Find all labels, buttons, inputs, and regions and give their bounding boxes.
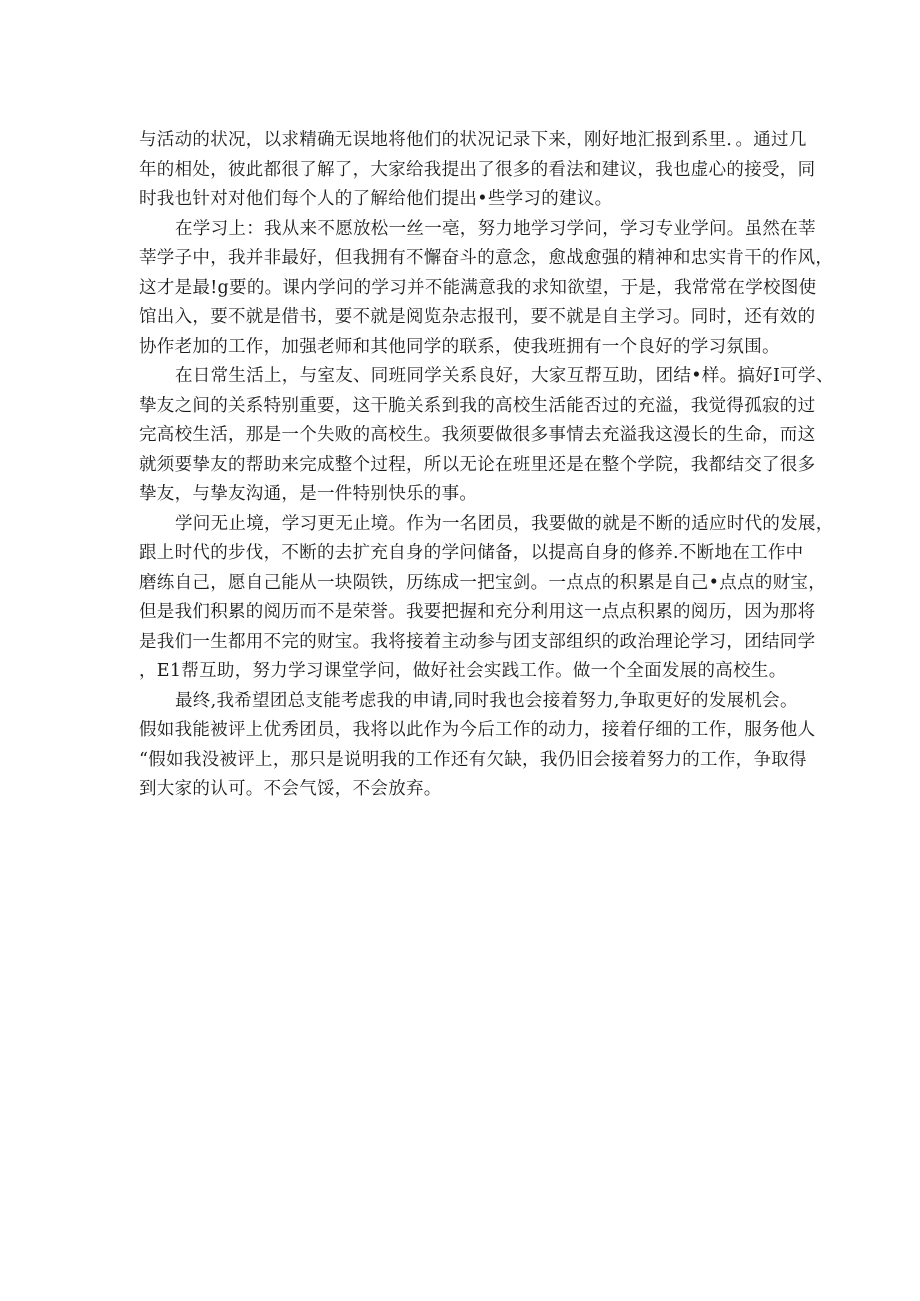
text-line: 在学习上：我从来不愿放松一丝一亳，努力地学习学问，学习专业学问。虽然在莘: [175, 218, 816, 239]
text-line: 在日常生活上，与室友、同班同学关系良好，大家互帮互助，团结•样。搞好I可学、: [175, 366, 834, 386]
text-line: 年的相处，彼此都很了解了，大家给我提出了很多的看法和建议，我也虚心的接受，同: [139, 159, 816, 180]
text-line: 学问无止境，学习更无止境。作为一名团员，我要做的就是不断的适应时代的发展，: [175, 513, 834, 534]
text-line: 挚友，与挚友沟通，是一件特别快乐的事。: [139, 484, 478, 504]
text-line: 假如我能被评上优秀团员，我将以此作为今后工作的动力，接着仔细的工作，服务他人: [139, 720, 816, 740]
text-line: 但是我们积累的阅历而不是荣誉。我要把握和充分利用这一点点积累的阅历，因为那将: [139, 602, 816, 622]
text-line: 这才是最!g要的。课内学问的学习并不能满意我的求知欲望，于是，我常常在学校图使: [139, 277, 817, 298]
text-line: 到大家的认可。不会气馁，不会放弃。: [139, 779, 442, 799]
text-line: 与活动的状况，以求精确无误地将他们的状况记录下来，刚好地汇报到系里．。通过几: [139, 130, 807, 150]
text-line: ，E1帮互助，努力学习课堂学问，做好社会实践工作。做一个全面发展的高校生。: [139, 661, 787, 681]
text-line: 莘学子中，我并非最好，但我拥有不懈奋斗的意念，愈战愈强的精神和忠实肯干的作风，: [139, 248, 834, 268]
document-body: [139, 126, 834, 805]
text-line: 挚友之间的关系特别重要，这干脆关系到我的高校生活能否过的充溢，我觉得孤寂的过: [139, 395, 816, 416]
text-line: 最终,我希望团总支能考虑我的申请,同时我也会接着努力,争取更好的发展机会。: [175, 690, 798, 711]
text-line: 完高校生活，那是一个失败的高校生。我须要做很多事情去充溢我这漫长的生命，而这: [139, 425, 816, 445]
text-line: 协作老加的工作，加强老师和其他同学的联系，使我班拥有一个良好的学习氛围。: [139, 336, 780, 357]
text-line: 跟上时代的步伐，不断的去扩充自身的学问储备，以提高自身的修养.不断地在工作中: [139, 543, 804, 563]
text-line: 时我也针对对他们每个人的了解给他们提出•些学习的建议。: [139, 189, 613, 209]
text-line: 馆出入，要不就是借书，要不就是阅览杂志报刊，要不就是自主学习。同时，还有效的: [139, 307, 816, 327]
text-line: 磨练自己，愿自己能从一块陨铁，历练成一把宝剑。一点点的积累是自己•点点的财宝，: [139, 572, 827, 593]
text-line: 就须要挚友的帮助来完成整个过程，所以无论在班里还是在整个学院，我都结交了很多: [139, 454, 816, 475]
text-line: 是我们一生都用不完的财宝。我将接着主动参与团支部组织的政治理论学习，团结同学: [139, 631, 816, 652]
text-line: “假如我没被评上，那只是说明我的工作还有欠缺，我仍旧会接着努力的工作，争取得: [139, 749, 807, 770]
